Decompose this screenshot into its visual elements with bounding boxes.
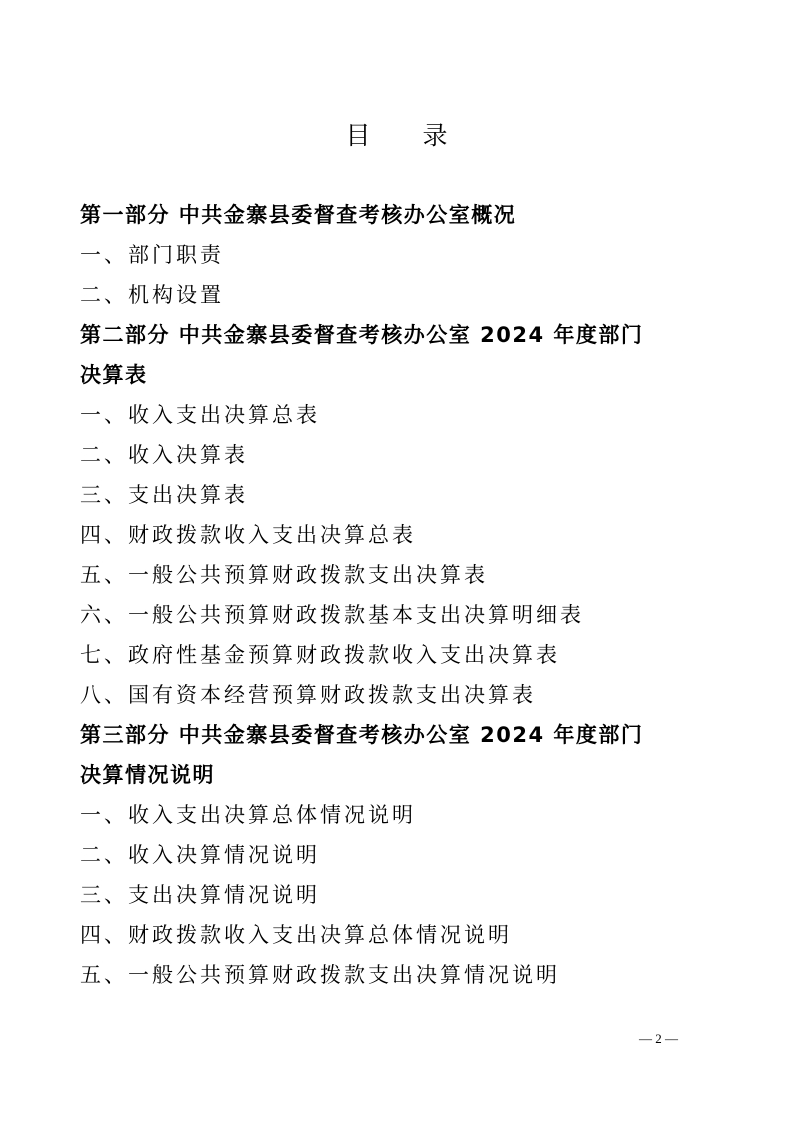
toc-item: 八、国有资本经营预算财政拨款支出决算表 [80, 683, 536, 707]
toc-item: 一、收入支出决算总表 [80, 403, 320, 427]
toc-part-heading: 第二部分 中共金寨县委督查考核办公室 2024 年度部门 [80, 323, 644, 347]
toc-part-heading-continued: 决算情况说明 [80, 763, 215, 787]
toc-title: 目 录 [345, 121, 470, 150]
toc-item: 五、一般公共预算财政拨款支出决算表 [80, 563, 488, 587]
toc-part-heading-continued: 决算表 [80, 363, 148, 387]
toc-item: 四、财政拨款收入支出决算总表 [80, 523, 416, 547]
toc-item: 七、政府性基金预算财政拨款收入支出决算表 [80, 643, 560, 667]
toc-item: 一、部门职责 [80, 243, 224, 267]
toc-list [80, 195, 680, 995]
toc-part-heading: 第一部分 中共金寨县委督查考核办公室概况 [80, 203, 517, 227]
toc-item: 一、收入支出决算总体情况说明 [80, 803, 416, 827]
page-number: — 2 — [639, 1031, 678, 1046]
toc-item: 六、一般公共预算财政拨款基本支出决算明细表 [80, 603, 584, 627]
toc-item: 三、支出决算情况说明 [80, 883, 320, 907]
toc-item: 二、收入决算情况说明 [80, 843, 320, 867]
toc-item: 五、一般公共预算财政拨款支出决算情况说明 [80, 963, 560, 987]
toc-item: 二、收入决算表 [80, 443, 248, 467]
toc-item: 三、支出决算表 [80, 483, 248, 507]
toc-item: 四、财政拨款收入支出决算总体情况说明 [80, 923, 512, 947]
toc-part-heading: 第三部分 中共金寨县委督查考核办公室 2024 年度部门 [80, 723, 644, 747]
toc-item: 二、机构设置 [80, 283, 224, 307]
